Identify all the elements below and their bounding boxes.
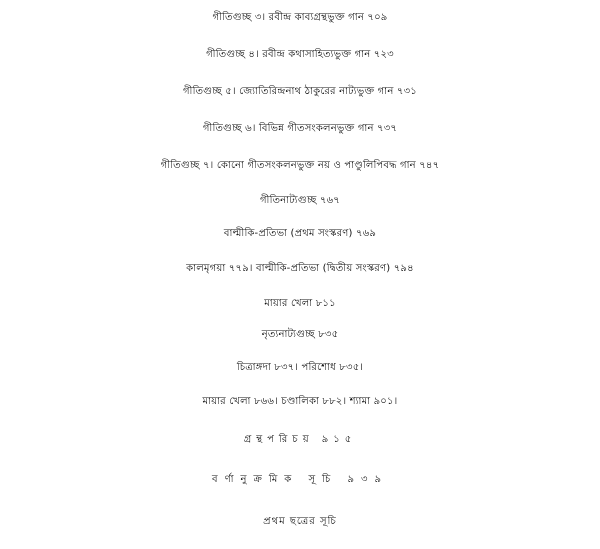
contents-entry-gitiguchha-5: গীতিগুচ্ছ ৫। জ্যোতিরিন্দ্রনাথ ঠাকুরের নাট্যভুক্ত গান ৭৩১ xyxy=(183,86,417,97)
contents-entry-gitiguchha-7: গীতিগুচ্ছ ৭। কোনো গীতসংকলনভুক্ত নয় ও পাণ্ডুলিপিবদ্ধ গান ৭৪৭ xyxy=(160,160,440,171)
contents-entry-mayar-khela-chandalika-shyama: মায়ার খেলা ৮৬৬। চণ্ডালিকা ৮৮২। শ্যামা ৯০১। xyxy=(202,396,398,407)
contents-entry-granthaparichay: গ্রন্থপরিচয় ৯১৫ xyxy=(243,434,357,445)
contents-entry-gitiguchha-6: গীতিগুচ্ছ ৬। বিভিন্ন গীতসংকলনভুক্ত গান ৭৩৭ xyxy=(202,123,398,134)
contents-entry-kalmrigaya: কালমৃগয়া ৭৭৯। বাল্মীকি-প্রতিভা (দ্বিতীয় সংস্করণ) ৭৯৪ xyxy=(186,263,414,274)
contents-entry-nrityanatyaguchha: নৃত্যনাট্যগুচ্ছ ৮৩৫ xyxy=(261,329,339,340)
contents-entry-gitinatyaguchha: গীতিনাট্যগুচ্ছ ৭৬৭ xyxy=(259,195,341,206)
contents-entry-gitiguchha-4: গীতিগুচ্ছ ৪। রবীন্দ্র কথাসাহিত্যভুক্ত গান ৭২৩ xyxy=(206,49,394,60)
contents-entry-alphabetical-index: বর্ণানুক্রমিক সূচি ৯৩৯ xyxy=(212,474,388,485)
contents-entry-mayar-khela: মায়ার খেলা ৮১১ xyxy=(264,298,336,309)
contents-entry-gitiguchha-3: গীতিগুচ্ছ ৩। রবীন্দ্র কাব্যগ্রন্থভুক্ত গান ৭০৯ xyxy=(212,12,388,23)
contents-entry-first-line-index: প্রথম ছত্রের সূচি xyxy=(263,516,337,527)
contents-entry-valmiki-pratibha-first: বাল্মীকি-প্রতিভা (প্রথম সংস্করণ) ৭৬৯ xyxy=(223,228,377,239)
contents-entry-chitrangada: চিত্রাঙ্গদা ৮৩৭। পরিশোধ ৮৩৫। xyxy=(236,362,364,373)
